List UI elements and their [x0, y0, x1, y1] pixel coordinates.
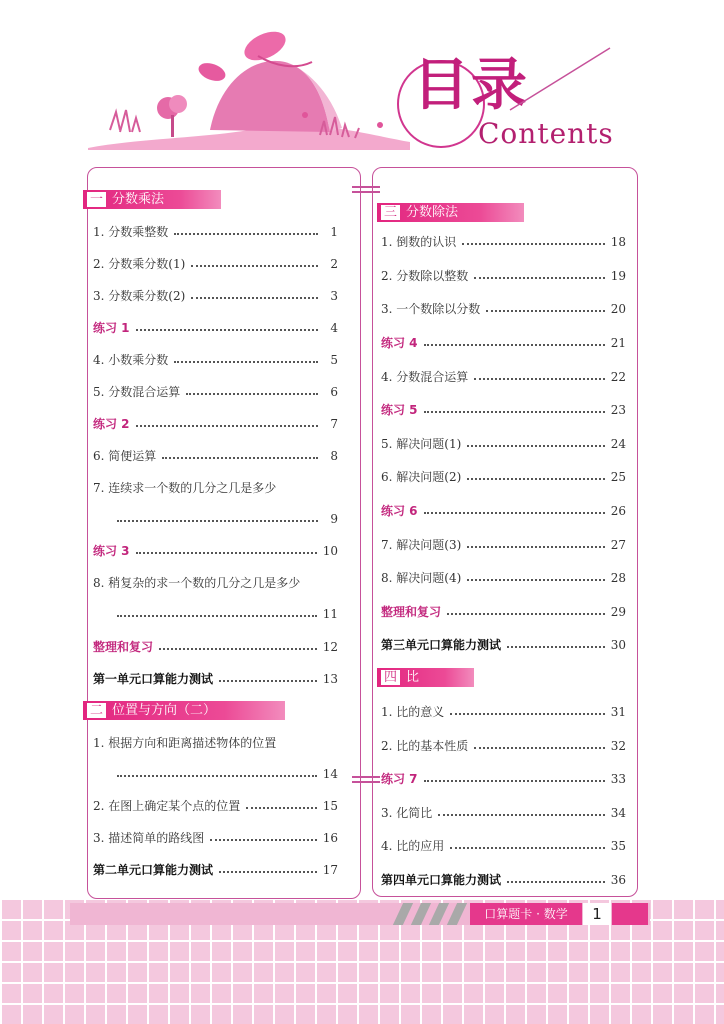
section-title: 分数乘法 [112, 192, 165, 207]
leader-dots [136, 329, 318, 331]
leader-dots [246, 807, 316, 809]
entry-label: 2. 分数除以整数 [381, 269, 469, 283]
entry-label: 7. 解决问题(3) [381, 538, 462, 552]
section-header-2 [83, 701, 285, 720]
entry-page: 21 [610, 336, 626, 350]
entry-label: 1. 根据方向和距离描述物体的位置 [93, 736, 277, 750]
leader-dots [424, 780, 605, 782]
entry-page: 11 [322, 607, 338, 621]
toc-entry[interactable] [93, 797, 338, 815]
toc-entry-exercise[interactable] [93, 319, 338, 337]
leader-dots [467, 546, 604, 548]
toc-entry-exercise[interactable] [381, 334, 626, 352]
entry-label: 1. 比的意义 [381, 705, 445, 719]
toc-entry-test[interactable] [381, 871, 626, 889]
leader-dots [191, 265, 318, 267]
toc-entry[interactable] [381, 435, 626, 453]
entry-page: 18 [610, 235, 626, 249]
toc-entry[interactable] [381, 368, 626, 386]
leader-dots [450, 847, 604, 849]
entry-label: 3. 化简比 [381, 806, 433, 820]
leader-dots [467, 579, 604, 581]
footer-book-label: 口算题卡 · 数学 [470, 903, 582, 925]
toc-entry-exercise[interactable] [381, 502, 626, 520]
toc-entry[interactable] [93, 829, 338, 847]
entry-label: 整理和复习 [381, 605, 442, 619]
leader-dots [474, 277, 604, 279]
entry-page: 26 [610, 504, 626, 518]
entry-label: 第一单元口算能力测试 [93, 672, 214, 686]
toc-entry[interactable] [93, 383, 338, 401]
toc-entry-test[interactable] [93, 670, 338, 688]
entry-label: 练习 7 [381, 772, 418, 786]
section-title: 位置与方向（二） [112, 703, 217, 718]
leader-dots [462, 243, 604, 245]
entry-label: 8. 稍复杂的求一个数的几分之几是多少 [93, 576, 301, 590]
section-header-3 [377, 203, 524, 222]
entry-page: 14 [322, 767, 338, 781]
entry-page: 29 [610, 605, 626, 619]
leader-dots [450, 713, 604, 715]
entry-label: 2. 分数乘分数(1) [93, 257, 186, 271]
leader-dots [467, 445, 604, 447]
leader-dots [424, 344, 605, 346]
entry-page: 31 [610, 705, 626, 719]
entry-label: 3. 一个数除以分数 [381, 302, 481, 316]
entry-label: 练习 1 [93, 321, 130, 335]
footer-page-number: 1 [583, 903, 611, 925]
leader-dots [438, 814, 604, 816]
entry-page: 5 [330, 353, 338, 367]
leader-dots [507, 881, 605, 883]
toc-entry-exercise[interactable] [93, 415, 338, 433]
entry-page: 27 [610, 538, 626, 552]
header [0, 0, 724, 160]
toc-entry[interactable] [381, 569, 626, 587]
toc-entry-test[interactable] [381, 636, 626, 654]
entry-page: 1 [330, 225, 338, 239]
entry-page: 2 [330, 257, 338, 271]
leader-dots [174, 233, 318, 235]
leader-dots [219, 871, 317, 873]
toc-entry[interactable] [381, 233, 626, 251]
leader-dots [136, 552, 317, 554]
entry-page: 36 [610, 873, 626, 887]
toc-entry[interactable] [381, 536, 626, 554]
toc-entry[interactable] [93, 255, 338, 273]
toc-entry[interactable] [381, 837, 626, 855]
entry-page: 16 [322, 831, 338, 845]
toc-entry[interactable] [93, 351, 338, 369]
toc-entry[interactable] [381, 468, 626, 486]
entry-label: 练习 5 [381, 403, 418, 417]
entry-label: 3. 描述简单的路线图 [93, 831, 205, 845]
toc-entry[interactable] [93, 287, 338, 305]
entry-label: 4. 小数乘分数 [93, 353, 169, 367]
section-title: 比 [406, 670, 420, 685]
toc-entry-review[interactable] [93, 638, 338, 656]
leader-dots [219, 680, 317, 682]
toc-entry-exercise[interactable] [381, 401, 626, 419]
leader-dots [486, 310, 604, 312]
entry-label: 5. 分数混合运算 [93, 385, 181, 399]
entry-page: 15 [322, 799, 338, 813]
entry-page: 4 [330, 321, 338, 335]
entry-page: 22 [610, 370, 626, 384]
entry-label: 整理和复习 [93, 640, 154, 654]
leader-dots [447, 613, 605, 615]
leader-dots [474, 378, 604, 380]
page-subtitle: Contents [478, 117, 614, 150]
leader-dots [117, 775, 317, 777]
leader-dots [174, 361, 318, 363]
toc-entry[interactable] [93, 447, 338, 465]
entry-page: 33 [610, 772, 626, 786]
entry-label: 1. 分数乘整数 [93, 225, 169, 239]
entry-label: 8. 解决问题(4) [381, 571, 462, 585]
toc-entry-exercise[interactable] [381, 770, 626, 788]
entry-label: 6. 解决问题(2) [381, 470, 462, 484]
entry-page: 25 [610, 470, 626, 484]
leader-dots [467, 478, 604, 480]
entry-label: 4. 分数混合运算 [381, 370, 469, 384]
panel-connector [352, 186, 380, 188]
leader-dots [159, 648, 317, 650]
entry-label: 第四单元口算能力测试 [381, 873, 502, 887]
entry-label: 练习 6 [381, 504, 418, 518]
leader-dots [136, 425, 318, 427]
entry-page: 9 [330, 512, 338, 526]
entry-label: 4. 比的应用 [381, 839, 445, 853]
entry-label: 第三单元口算能力测试 [381, 638, 502, 652]
entry-page: 34 [610, 806, 626, 820]
toc-entry[interactable] [381, 267, 626, 285]
entry-label: 3. 分数乘分数(2) [93, 289, 186, 303]
section-title: 分数除法 [406, 205, 459, 220]
toc-entry[interactable] [381, 804, 626, 822]
leader-dots [186, 393, 318, 395]
footer-tail [612, 903, 648, 925]
entry-label: 7. 连续求一个数的几分之几是多少 [93, 481, 277, 495]
entry-label: 练习 2 [93, 417, 130, 431]
entry-page: 20 [610, 302, 626, 316]
leader-dots [507, 646, 605, 648]
toc-entry-exercise[interactable] [93, 542, 338, 560]
entry-label: 5. 解决问题(1) [381, 437, 462, 451]
entry-label: 2. 比的基本性质 [381, 739, 469, 753]
toc-entry[interactable] [381, 737, 626, 755]
entry-page: 24 [610, 437, 626, 451]
leader-dots [210, 839, 316, 841]
panel-connector [352, 776, 380, 778]
entry-page: 32 [610, 739, 626, 753]
entry-page: 23 [610, 403, 626, 417]
toc-entry[interactable] [381, 300, 626, 318]
entry-page: 17 [322, 863, 338, 877]
toc-left-panel [87, 167, 361, 899]
entry-page: 10 [322, 544, 338, 558]
leader-dots [424, 411, 605, 413]
entry-page: 7 [330, 417, 338, 431]
entry-label: 6. 简便运算 [93, 449, 157, 463]
toc-entry[interactable] [381, 703, 626, 721]
section-header-1 [83, 190, 221, 209]
entry-page: 30 [610, 638, 626, 652]
entry-page: 19 [610, 269, 626, 283]
toc-entry-review[interactable] [381, 603, 626, 621]
entry-label: 练习 4 [381, 336, 418, 350]
entry-page: 13 [322, 672, 338, 686]
leader-dots [474, 747, 604, 749]
section-number: 三 [381, 205, 400, 220]
toc-entry[interactable] [93, 223, 338, 241]
entry-label: 第二单元口算能力测试 [93, 863, 214, 877]
leader-dots [424, 512, 605, 514]
section-number: 一 [87, 192, 106, 207]
entry-page: 28 [610, 571, 626, 585]
entry-label: 练习 3 [93, 544, 130, 558]
section-number: 四 [381, 670, 400, 685]
entry-page: 8 [330, 449, 338, 463]
entry-label: 2. 在图上确定某个点的位置 [93, 799, 241, 813]
leader-dots [162, 457, 318, 459]
entry-page: 12 [322, 640, 338, 654]
leader-dots [117, 520, 318, 522]
entry-page: 35 [610, 839, 626, 853]
entry-page: 6 [330, 385, 338, 399]
entry-page: 3 [330, 289, 338, 303]
section-header-4 [377, 668, 474, 687]
decorative-slash [500, 40, 620, 120]
leader-dots [191, 297, 318, 299]
section-number: 二 [87, 703, 106, 718]
entry-label: 1. 倒数的认识 [381, 235, 457, 249]
toc-entry-test[interactable] [93, 861, 338, 879]
leader-dots [117, 615, 317, 617]
page-title: 目录 [413, 53, 529, 118]
